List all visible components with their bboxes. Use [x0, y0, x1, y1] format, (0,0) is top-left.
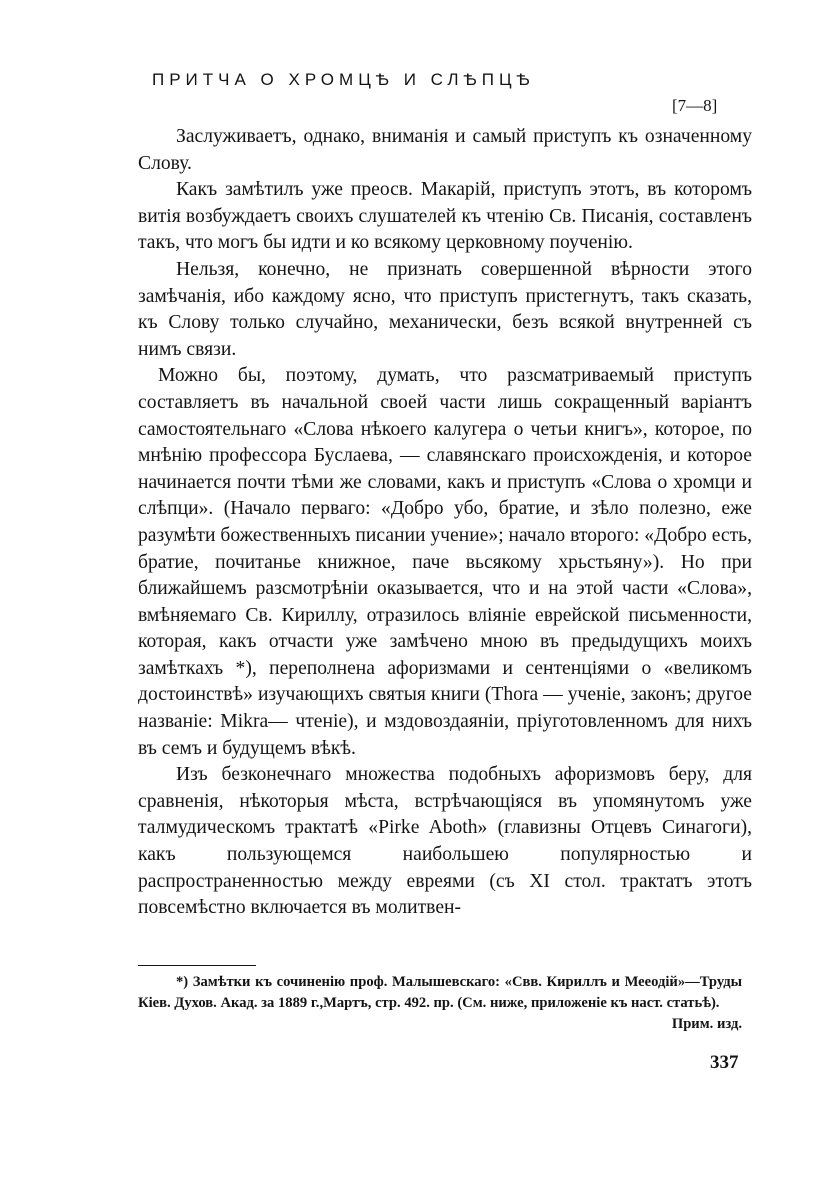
- paragraph: Какъ замѣтилъ уже преосв. Макарій, приступъ этотъ, въ которомъ витія возбуждаетъ своихъ слушателей къ чтенію Св. Писанія, составленъ такъ, что могъ бы идти и ко всякому церковному поученію.: [138, 179, 752, 254]
- footnote-signature: Прим. изд.: [671, 1016, 742, 1032]
- footnote-divider: [138, 965, 256, 966]
- running-head-title: ПРИТЧА О ХРОМЦѢ И СЛѢПЦѢ: [152, 70, 535, 89]
- body-text: [138, 124, 752, 922]
- paragraph: Заслуживаетъ, однако, вниманія и самый приступъ къ означенному Слову.: [138, 126, 752, 174]
- page-reference: [7—8]: [672, 96, 718, 115]
- page-number: 337: [710, 1052, 739, 1073]
- paragraph: Нельзя, конечно, не признать совершенной вѣрности этого замѣчанія, ибо каждому ясно, что приступъ пристегнутъ, такъ сказать, къ Слову только случайно, механически, безъ всякой внутренней съ нимъ связи.: [138, 258, 752, 360]
- footnote-text: *) Замѣтки къ сочиненію проф. Малышевскаго: «Свв. Кириллъ и Мееодій»—Труды Кіев. Духов. Акад. за 1889 г.,Мартъ, стр. 492. пр. (См. ниже, приложеніе къ наст. статьѣ).: [138, 974, 742, 1011]
- paragraph: Изъ безконечнаго множества подобныхъ афоризмовъ беру, для сравненія, нѣкоторыя мѣста, встрѣчающіяся въ упомянутомъ уже талмудическомъ трактатѣ «Pirke Aboth» (главизны Отцевъ Синагоги), какъ пользующемся наибольшею популярностью и распространенностью между евреями (съ XI стол. трактатъ этотъ повсемѣстно включается въ молитвен-: [138, 764, 752, 919]
- footnote: [138, 972, 742, 1035]
- paragraph: Можно бы, поэтому, думать, что разсматриваемый приступъ составляетъ въ начальной своей части лишь сокращенный варіантъ самостоятельнаго «Слова нѣкоего калугера о четьи книгъ», которое, по мнѣнію профессора Буслаева, — славянскаго происхожденія, и которое начинается почти тѣми же словами, какъ и приступъ «Слова о хромци и слѣпци». (Начало перваго: «Добро убо, братие, и зѣло полезно, еже разумѣти божественныхъ писании учение»; начало второго: «Добро есть, братие, почитанье книжное, паче вьсякому хрьстьяну»). Но при ближайшемъ разсмотрѣніи оказывается, что и на этой части «Слова», вмѣняемаго Св. Кириллу, отразилось вліяніе еврейской письменности, которая, какъ отчасти уже замѣчено мною въ предыдущихъ моихъ замѣткахъ *), переполнена афоризмами и сентенціями о «великомъ достоинствѣ» изучающихъ святыя книги (Thora — ученіе, законъ; другое названіе: Mikra— чтеніе), и мздовоздаяніи, пріуготовленномъ для нихъ въ семъ и будущемъ вѣкѣ.: [138, 365, 752, 759]
